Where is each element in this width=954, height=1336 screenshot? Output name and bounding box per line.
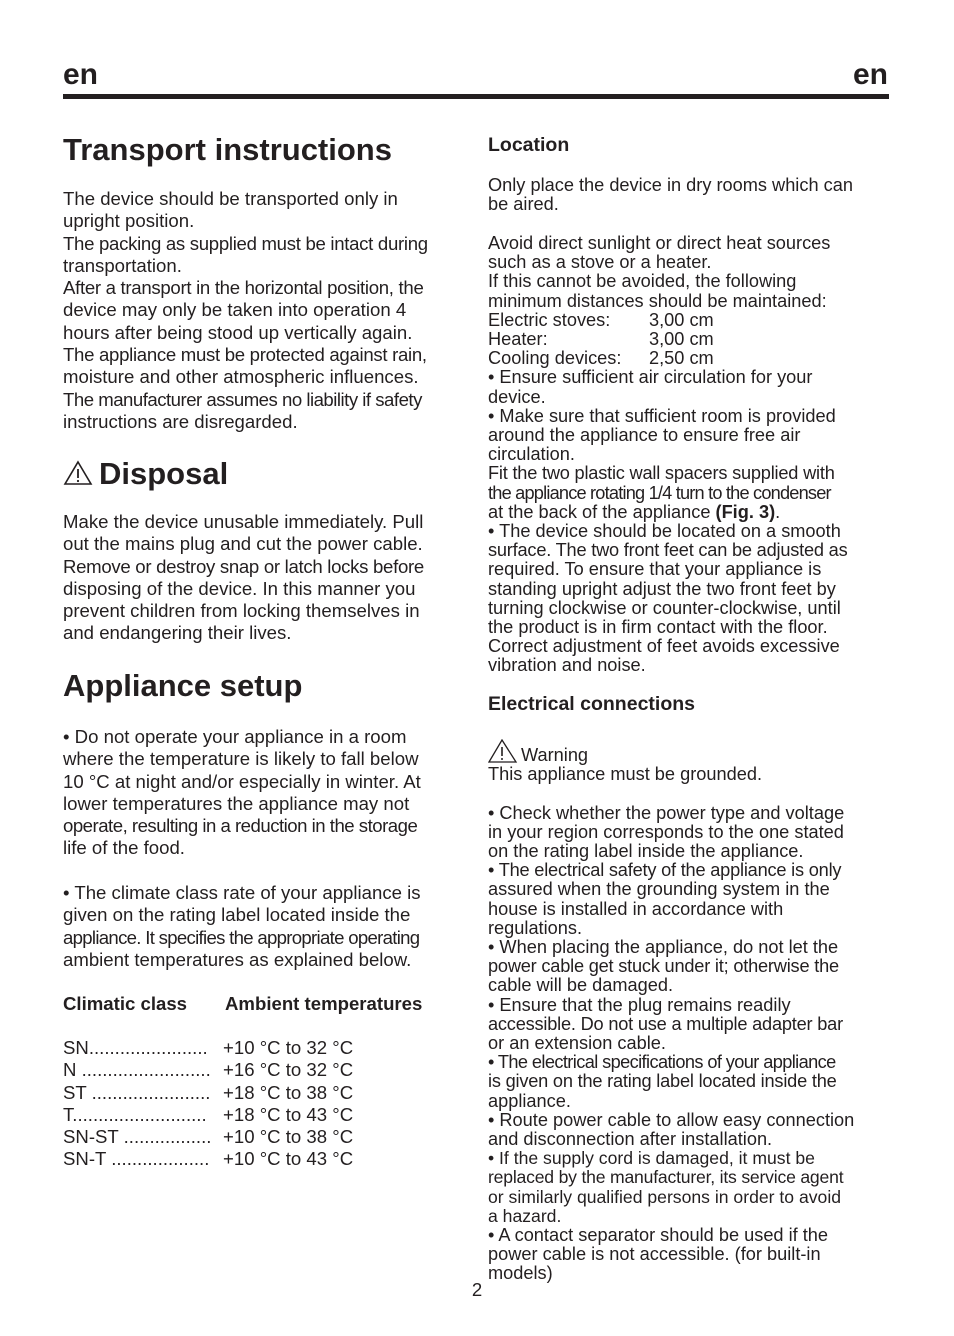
electrical-line: • The electrical safety of the appliance is only <box>488 860 842 881</box>
electrical-line: accessible. Do not use a multiple adapter bar <box>488 1013 843 1034</box>
location-title: Location <box>488 134 570 156</box>
climatic-class-code: N ......................... <box>63 1059 211 1081</box>
warning-triangle-icon <box>63 460 93 486</box>
transport-line: moisture and other atmospheric influences. <box>63 366 419 388</box>
electrical-line: and disconnection after installation. <box>488 1129 773 1150</box>
transport-line: upright position. <box>63 210 195 232</box>
distance-row <box>488 330 890 349</box>
language-code-left: en <box>63 58 99 91</box>
climatic-class-row <box>63 1037 353 1059</box>
location-line: the appliance rotating 1/4 turn to the condenser <box>488 482 831 503</box>
electrical-line: • If the supply cord is damaged, it must be <box>488 1148 815 1169</box>
location-line: circulation. <box>488 444 575 465</box>
disposal-text <box>63 511 465 645</box>
disposal-line: Remove or destroy snap or latch locks before <box>63 555 424 577</box>
location-fig-pre: at the back of the appliance <box>488 501 716 522</box>
location-line: • Make sure that sufficient room is provided <box>488 405 836 426</box>
climatic-class-code: T.......................... <box>63 1103 207 1125</box>
location-paragraph-2 <box>488 234 890 676</box>
location-line: • The device should be located on a smooth <box>488 521 841 542</box>
page-number: 2 <box>471 1279 483 1300</box>
transport-line: After a transport in the horizontal position, the <box>63 277 424 299</box>
electrical-line: regulations. <box>488 917 583 938</box>
electrical-line: This appliance must be grounded. <box>488 764 762 785</box>
electrical-line: cable will be damaged. <box>488 975 674 996</box>
climatic-class-row <box>63 1126 353 1148</box>
location-fig-line <box>488 503 890 522</box>
transport-text <box>63 188 465 433</box>
electrical-line: • When placing the appliance, do not let the <box>488 937 839 958</box>
electrical-line: is given on the rating label located inside the <box>488 1071 837 1092</box>
setup-line: lower temperatures the appliance may not <box>63 792 410 814</box>
disposal-line: out the mains plug and cut the power cable. <box>63 533 423 555</box>
climatic-class-row <box>63 1104 353 1126</box>
electrical-line: • Check whether the power type and voltage <box>488 802 845 823</box>
transport-line: The packing as supplied must be intact during <box>63 232 428 254</box>
location-paragraph-1 <box>488 176 890 214</box>
electrical-line: or an extension cable. <box>488 1033 666 1054</box>
disposal-line: and endangering their lives. <box>63 622 292 644</box>
distance-row <box>488 349 890 368</box>
location-line: the product is in firm contact with the floor. <box>488 617 828 638</box>
climatic-class-header <box>63 993 422 1015</box>
electrical-line: on the rating label inside the appliance. <box>488 841 804 861</box>
electrical-line: appliance. <box>488 1090 571 1111</box>
setup-line: given on the rating label located inside the <box>63 904 411 926</box>
transport-title: Transport instructions <box>63 132 392 167</box>
warning-triangle-icon <box>488 739 518 763</box>
setup-line: • The climate class rate of your appliance is <box>63 882 421 903</box>
distance-value: 2,50 cm <box>649 348 714 369</box>
transport-line: The device should be transported only in <box>63 188 398 209</box>
electrical-line: house is installed in accordance with <box>488 898 784 919</box>
location-line: vibration and noise. <box>488 655 646 676</box>
location-line: surface. The two front feet can be adjusted as <box>488 540 848 561</box>
setup-title: Appliance setup <box>63 668 303 703</box>
header-rule <box>63 94 889 99</box>
setup-line: • Do not operate your appliance in a room <box>63 726 407 747</box>
electrical-line: • Ensure that the plug remains readily <box>488 994 791 1015</box>
electrical-line: replaced by the manufacturer, its service agent <box>488 1167 844 1188</box>
climatic-class-code: ST ....................... <box>63 1081 211 1103</box>
setup-line: 10 °C at night and/or especially in winter. At <box>63 770 421 792</box>
location-line: required. To ensure that your appliance is <box>488 559 822 580</box>
electrical-line: models) <box>488 1263 553 1284</box>
distance-row <box>488 311 890 330</box>
location-line: minimum distances should be maintained: <box>488 290 827 311</box>
electrical-line: power cable is not accessible. (for built-in <box>488 1244 821 1265</box>
transport-line: hours after being stood up vertically again. <box>63 321 413 343</box>
disposal-line: Make the device unusable immediately. Pull <box>63 511 424 532</box>
location-line: Fit the two plastic wall spacers supplied with <box>488 463 835 484</box>
distance-label: Electric stoves: <box>488 309 611 330</box>
distance-label: Heater: <box>488 329 548 350</box>
warning-line <box>488 739 890 765</box>
warning-label: Warning <box>521 745 589 765</box>
electrical-line: or similarly qualified persons in order to avoid <box>488 1186 842 1207</box>
location-line: be aired. <box>488 194 559 215</box>
setup-line: appliance. It specifies the appropriate operating <box>63 926 420 948</box>
electrical-text <box>488 739 890 1284</box>
climatic-class-code: SN....................... <box>63 1037 208 1058</box>
electrical-line: in your region corresponds to the one stated <box>488 821 844 842</box>
location-line: Correct adjustment of feet avoids excessive <box>488 636 840 657</box>
disposal-line: prevent children from locking themselves in <box>63 600 420 622</box>
electrical-line: assured when the grounding system in the <box>488 879 830 900</box>
setup-line: life of the food. <box>63 837 185 859</box>
setup-line: where the temperature is likely to fall below <box>63 748 419 770</box>
electrical-line: a hazard. <box>488 1205 562 1226</box>
transport-line: device may only be taken into operation 4 <box>63 299 407 321</box>
climatic-class-code: SN-T ................... <box>63 1148 210 1170</box>
climatic-class-temp: +16 °C to 32 °C <box>223 1059 354 1081</box>
climatic-class-code: SN-ST ................. <box>63 1126 212 1148</box>
location-line: standing upright adjust the two front feet by <box>488 578 836 599</box>
location-line: Only place the device in dry rooms which can <box>488 175 853 195</box>
transport-line: The appliance must be protected against rain, <box>63 344 427 366</box>
climatic-class-temp: +10 °C to 43 °C <box>223 1148 354 1170</box>
location-line: device. <box>488 386 546 407</box>
location-line: turning clockwise or counter-clockwise, until <box>488 597 841 618</box>
transport-line: instructions are disregarded. <box>63 410 298 432</box>
electrical-title: Electrical connections <box>488 693 695 715</box>
climatic-class-table <box>63 1037 353 1171</box>
setup-line: operate, resulting in a reduction in the storage <box>63 815 418 837</box>
disposal-line: disposing of the device. In this manner you <box>63 577 416 599</box>
language-code-right: en <box>852 58 888 91</box>
location-line: Avoid direct sunlight or direct heat sources <box>488 233 831 253</box>
climatic-class-temp: +10 °C to 32 °C <box>223 1037 354 1058</box>
climatic-class-row <box>63 1059 353 1081</box>
location-line: • Ensure sufficient air circulation for your <box>488 367 813 388</box>
distance-value: 3,00 cm <box>649 329 714 350</box>
location-fig-post: . <box>775 501 781 522</box>
setup-paragraph-1 <box>63 726 465 860</box>
electrical-line: • A contact separator should be used if the <box>488 1225 829 1246</box>
climatic-class-header-col2: Ambient temperatures <box>225 993 423 1014</box>
climatic-class-header-col1: Climatic class <box>63 993 188 1014</box>
transport-line: transportation. <box>63 254 182 276</box>
location-line: around the appliance to ensure free air <box>488 425 801 446</box>
fig-reference: (Fig. 3) <box>715 501 776 522</box>
electrical-line: • Route power cable to allow easy connection <box>488 1109 855 1130</box>
climatic-class-temp: +10 °C to 38 °C <box>223 1126 354 1148</box>
location-line: If this cannot be avoided, the following <box>488 271 797 292</box>
electrical-line: power cable get stuck under it; otherwise the <box>488 956 839 977</box>
electrical-line: • The electrical specifications of your appliance <box>488 1052 836 1073</box>
climatic-class-row <box>63 1082 353 1104</box>
transport-line: The manufacturer assumes no liability if safety <box>63 388 422 410</box>
disposal-title <box>63 456 228 492</box>
location-line: such as a stove or a heater. <box>488 252 712 273</box>
electrical-spacer <box>488 784 890 803</box>
disposal-title-text: Disposal <box>99 456 229 491</box>
distance-label: Cooling devices: <box>488 348 622 369</box>
climatic-class-temp: +18 °C to 38 °C <box>223 1081 354 1103</box>
distance-value: 3,00 cm <box>649 309 714 330</box>
climatic-class-row <box>63 1148 353 1170</box>
setup-line: ambient temperatures as explained below. <box>63 948 412 970</box>
climatic-class-temp: +18 °C to 43 °C <box>223 1103 354 1125</box>
setup-paragraph-2 <box>63 882 465 971</box>
